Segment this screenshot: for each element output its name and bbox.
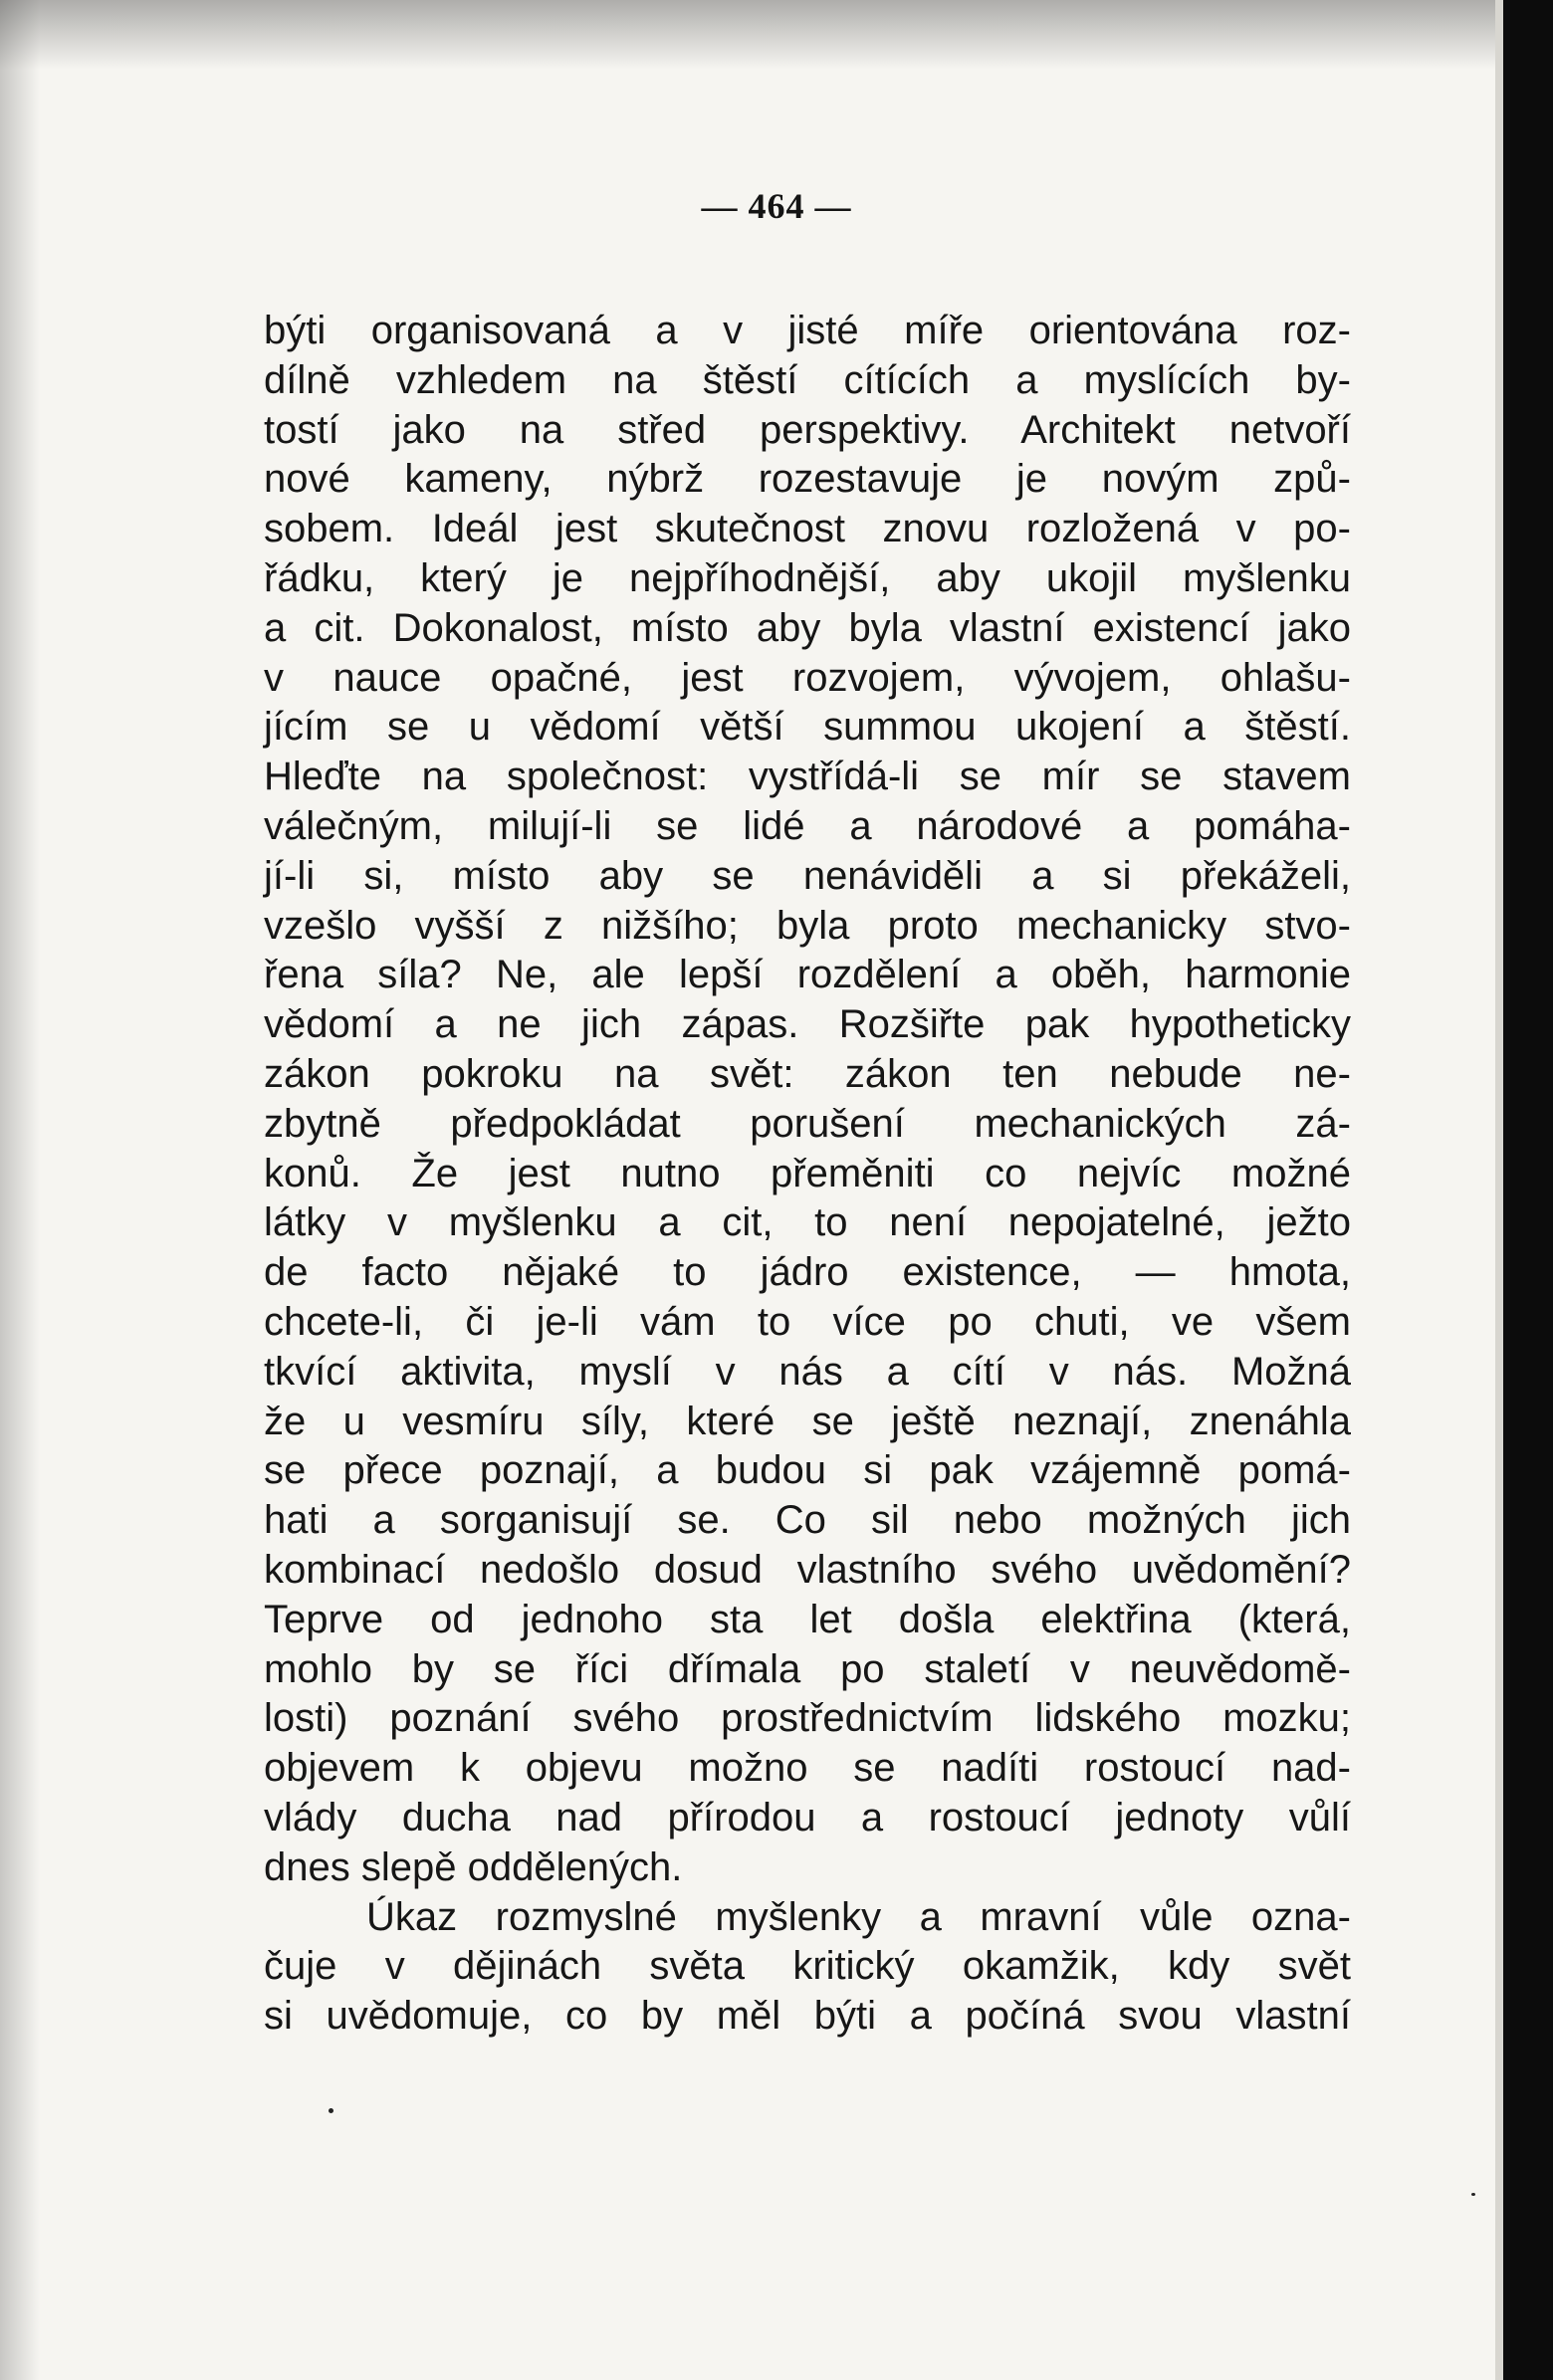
- text-line: a cit. Dokonalost, místo aby byla vlastní existencí jako: [264, 605, 1351, 650]
- text-line: čuje v dějinách světa kritický okamžik, kdy svět: [264, 1944, 1351, 1989]
- text-line: Úkaz rozmyslné myšlenky a mravní vůle ozna-: [366, 1894, 1351, 1939]
- text-line: řena síla? Ne, ale lepší rozdělení a oběh, harmonie: [264, 953, 1351, 997]
- scan-speck: [329, 2108, 333, 2113]
- text-line: hati a sorganisují se. Co sil nebo možných jich: [264, 1498, 1351, 1543]
- text-line: vlády ducha nad přírodou a rostoucí jednoty vůlí: [264, 1795, 1351, 1839]
- text-line: losti) poznání svého prostřednictvím lidského mozku;: [264, 1696, 1351, 1741]
- text-line: zbytně předpokládat porušení mechanických zá-: [264, 1101, 1351, 1146]
- text-line: jí-li si, místo aby se nenáviděli a si překáželi,: [264, 853, 1351, 898]
- text-line: chcete-li, či je-li vám to více po chuti, ve všem: [264, 1299, 1351, 1344]
- text-line: nové kameny, nýbrž rozestavuje je novým způ-: [264, 457, 1351, 502]
- page-number: — 464 —: [701, 186, 852, 226]
- text-line: de facto nějaké to jádro existence, — hmota,: [264, 1250, 1351, 1295]
- page-edge: [1495, 0, 1503, 2380]
- text-line: se přece poznají, a budou si pak vzájemně pomá-: [264, 1448, 1351, 1493]
- text-line: Teprve od jednoho sta let došla elektřina (která,: [264, 1597, 1351, 1641]
- text-line: válečným, milují-li se lidé a národové a pomáha-: [264, 803, 1351, 848]
- scan-left-shadow: [0, 0, 40, 2380]
- body-text: [264, 307, 1351, 2042]
- scan-speck: [1471, 2193, 1475, 2196]
- text-line: jícím se u vědomí větší summou ukojení a štěstí.: [264, 705, 1351, 750]
- text-line: si uvědomuje, co by měl býti a počíná svou vlastní: [264, 1994, 1351, 2039]
- text-line: látky v myšlenku a cit, to není nepojatelné, ježto: [264, 1200, 1351, 1245]
- text-line: vědomí a ne jich zápas. Rozšiřte pak hypotheticky: [264, 1002, 1351, 1047]
- text-line: býti organisovaná a v jisté míře orientována roz-: [264, 309, 1351, 352]
- text-line: tkvící aktivita, myslí v nás a cítí v nás. Možná: [264, 1349, 1351, 1394]
- text-line: zákon pokroku na svět: zákon ten nebude ne-: [264, 1051, 1351, 1096]
- text-line: konů. Že jest nutno přeměniti co nejvíc možné: [264, 1151, 1351, 1195]
- text-line: objevem k objevu možno se nadíti rostoucí nad-: [264, 1746, 1351, 1791]
- text-line: v nauce opačné, jest rozvojem, vývojem, ohlašu-: [264, 655, 1351, 700]
- text-line: vzešlo vyšší z nižšího; byla proto mechanicky stvo-: [264, 903, 1351, 948]
- text-line: řádku, který je nejpříhodnější, aby ukojil myšlenku: [264, 555, 1351, 600]
- text-line: tostí jako na střed perspektivy. Architekt netvoří: [264, 407, 1351, 452]
- text-line: kombinací nedošlo dosud vlastního svého uvědomění?: [264, 1547, 1351, 1592]
- text-line: mohlo by se říci dřímala po staletí v neuvědomě-: [264, 1646, 1351, 1691]
- scan-top-shadow: [0, 0, 1495, 70]
- text-line: dílně vzhledem na štěstí cítících a myslících by-: [264, 357, 1351, 402]
- text-line: dnes slepě oddělených.: [264, 1844, 683, 1889]
- text-line: sobem. Ideál jest skutečnost znovu rozložená v po-: [264, 507, 1351, 551]
- text-line: Hleďte na společnost: vystřídá-li se mír se stavem: [264, 755, 1351, 799]
- text-line: že u vesmíru síly, které se ještě neznají, znenáhla: [264, 1399, 1351, 1443]
